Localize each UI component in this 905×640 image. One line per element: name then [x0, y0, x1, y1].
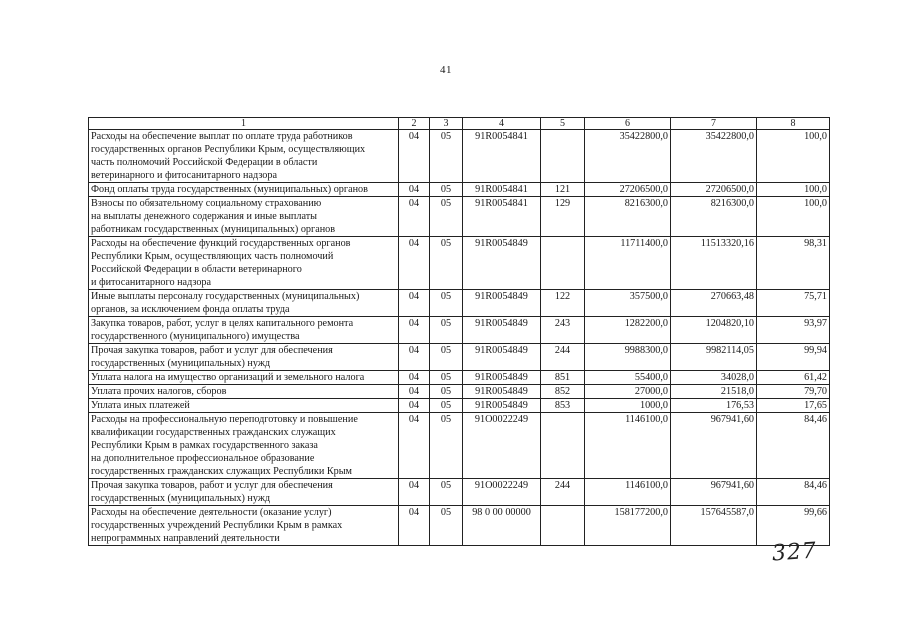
description-line: государственных (муниципальных) нужд	[91, 358, 271, 369]
execution-percent: 75,71	[757, 290, 830, 317]
subsection-code: 05	[430, 385, 463, 399]
row-description	[89, 130, 399, 183]
target-article-code: 91R0054849	[463, 399, 541, 413]
section-code: 04	[399, 317, 430, 344]
expense-type-code: 853	[541, 399, 585, 413]
table-row	[89, 317, 830, 344]
target-article-code: 91R0054849	[463, 290, 541, 317]
row-description	[89, 413, 399, 479]
execution-percent: 100,0	[757, 183, 830, 197]
table-row	[89, 237, 830, 290]
description-line: ветеринарного и фитосанитарного надзора	[91, 170, 278, 181]
description-line: работникам государственных (муниципальных) органов	[91, 224, 336, 235]
description-line: Прочая закупка товаров, работ и услуг для обеспечения	[91, 345, 333, 356]
executed-amount: 8216300,0	[671, 197, 757, 237]
section-code: 04	[399, 506, 430, 546]
row-description	[89, 237, 399, 290]
row-description	[89, 479, 399, 506]
column-header-4: 4	[463, 118, 541, 130]
executed-amount: 27206500,0	[671, 183, 757, 197]
expense-type-code: 129	[541, 197, 585, 237]
subsection-code: 05	[430, 130, 463, 183]
expense-type-code	[541, 506, 585, 546]
row-description	[89, 344, 399, 371]
description-line: государственных (муниципальных) нужд	[91, 493, 271, 504]
description-line: государственных учреждений Республики Крым в рамках	[91, 520, 343, 531]
page-number: 41	[440, 64, 452, 76]
planned-amount: 1146100,0	[585, 479, 671, 506]
subsection-code: 05	[430, 237, 463, 290]
expense-type-code: 243	[541, 317, 585, 344]
description-line: Расходы на обеспечение функций государственных органов	[91, 238, 351, 249]
execution-percent: 84,46	[757, 479, 830, 506]
executed-amount: 21518,0	[671, 385, 757, 399]
execution-percent: 100,0	[757, 197, 830, 237]
executed-amount: 270663,48	[671, 290, 757, 317]
table-row	[89, 197, 830, 237]
table-row	[89, 385, 830, 399]
expense-type-code	[541, 413, 585, 479]
description-line: квалификации государственных гражданских служащих	[91, 427, 336, 438]
subsection-code: 05	[430, 371, 463, 385]
description-line: Расходы на обеспечение выплат по оплате труда работников	[91, 131, 353, 142]
section-code: 04	[399, 385, 430, 399]
section-code: 04	[399, 237, 430, 290]
planned-amount: 27000,0	[585, 385, 671, 399]
description-line: Взносы по обязательному социальному страхованию	[91, 198, 322, 209]
header-row	[89, 118, 830, 130]
description-line: органов, за исключением фонда оплаты труда	[91, 304, 290, 315]
subsection-code: 05	[430, 413, 463, 479]
target-article-code: 91О0022249	[463, 413, 541, 479]
table-row	[89, 290, 830, 317]
execution-percent: 61,42	[757, 371, 830, 385]
description-line: Уплата иных платежей	[91, 400, 190, 411]
executed-amount: 176,53	[671, 399, 757, 413]
section-code: 04	[399, 399, 430, 413]
row-description	[89, 506, 399, 546]
description-line: Закупка товаров, работ, услуг в целях капитального ремонта	[91, 318, 354, 329]
planned-amount: 357500,0	[585, 290, 671, 317]
table-row	[89, 371, 830, 385]
subsection-code: 05	[430, 479, 463, 506]
execution-percent: 99,66	[757, 506, 830, 546]
planned-amount: 55400,0	[585, 371, 671, 385]
planned-amount: 9988300,0	[585, 344, 671, 371]
execution-percent: 17,65	[757, 399, 830, 413]
table-row	[89, 183, 830, 197]
executed-amount: 34028,0	[671, 371, 757, 385]
planned-amount: 35422800,0	[585, 130, 671, 183]
execution-percent: 79,70	[757, 385, 830, 399]
expense-type-code	[541, 237, 585, 290]
planned-amount: 1282200,0	[585, 317, 671, 344]
expense-type-code	[541, 130, 585, 183]
table-body	[89, 130, 830, 546]
subsection-code: 05	[430, 344, 463, 371]
planned-amount: 1000,0	[585, 399, 671, 413]
executed-amount: 35422800,0	[671, 130, 757, 183]
table-row	[89, 479, 830, 506]
table-row	[89, 399, 830, 413]
executed-amount: 1204820,10	[671, 317, 757, 344]
section-code: 04	[399, 371, 430, 385]
executed-amount: 967941,60	[671, 413, 757, 479]
column-header-1: 1	[89, 118, 399, 130]
row-description	[89, 399, 399, 413]
target-article-code: 91R0054849	[463, 237, 541, 290]
subsection-code: 05	[430, 506, 463, 546]
target-article-code: 91R0054849	[463, 344, 541, 371]
row-description	[89, 385, 399, 399]
section-code: 04	[399, 479, 430, 506]
planned-amount: 1146100,0	[585, 413, 671, 479]
table-row	[89, 130, 830, 183]
row-description	[89, 371, 399, 385]
expense-type-code: 121	[541, 183, 585, 197]
target-article-code: 91R0054841	[463, 183, 541, 197]
target-article-code: 91R0054841	[463, 197, 541, 237]
target-article-code: 91R0054849	[463, 371, 541, 385]
section-code: 04	[399, 183, 430, 197]
target-article-code: 91R0054841	[463, 130, 541, 183]
expense-type-code: 244	[541, 479, 585, 506]
subsection-code: 05	[430, 317, 463, 344]
execution-percent: 84,46	[757, 413, 830, 479]
description-line: Республики Крым в рамках государственного заказа	[91, 440, 318, 451]
description-line: Расходы на обеспечение деятельности (оказание услуг)	[91, 507, 332, 518]
description-line: непрограммных направлений деятельности	[91, 533, 280, 544]
description-line: Республики Крым, осуществляющих часть полномочий	[91, 251, 334, 262]
target-article-code: 91О0022249	[463, 479, 541, 506]
subsection-code: 05	[430, 399, 463, 413]
execution-percent: 98,31	[757, 237, 830, 290]
subsection-code: 05	[430, 183, 463, 197]
description-line: государственных органов Республики Крым, осуществляющих	[91, 144, 366, 155]
row-description	[89, 317, 399, 344]
column-header-7: 7	[671, 118, 757, 130]
column-header-6: 6	[585, 118, 671, 130]
description-line: Российской Федерации в области ветеринарного	[91, 264, 302, 275]
column-header-3: 3	[430, 118, 463, 130]
description-line: Расходы на профессиональную переподготовку и повышение	[91, 414, 358, 425]
description-line: часть полномочий Российской Федерации в области	[91, 157, 318, 168]
row-description	[89, 197, 399, 237]
execution-percent: 100,0	[757, 130, 830, 183]
execution-percent: 93,97	[757, 317, 830, 344]
subsection-code: 05	[430, 197, 463, 237]
table-row	[89, 413, 830, 479]
column-header-5: 5	[541, 118, 585, 130]
table-row	[89, 506, 830, 546]
table-row	[89, 344, 830, 371]
budget-table	[88, 117, 830, 546]
executed-amount: 9982114,05	[671, 344, 757, 371]
row-description	[89, 183, 399, 197]
description-line: государственного (муниципального) имущества	[91, 331, 300, 342]
description-line: Фонд оплаты труда государственных (муниципальных) органов	[91, 184, 368, 195]
target-article-code: 91R0054849	[463, 385, 541, 399]
column-header-8: 8	[757, 118, 830, 130]
handwritten-page-mark: 327	[771, 538, 818, 567]
column-header-2: 2	[399, 118, 430, 130]
description-line: Иные выплаты персоналу государственных (муниципальных)	[91, 291, 360, 302]
subsection-code: 05	[430, 290, 463, 317]
section-code: 04	[399, 290, 430, 317]
section-code: 04	[399, 413, 430, 479]
expense-type-code: 244	[541, 344, 585, 371]
target-article-code: 98 0 00 00000	[463, 506, 541, 546]
expense-type-code: 122	[541, 290, 585, 317]
executed-amount: 967941,60	[671, 479, 757, 506]
row-description	[89, 290, 399, 317]
executed-amount: 157645587,0	[671, 506, 757, 546]
executed-amount: 11513320,16	[671, 237, 757, 290]
description-line: на выплаты денежного содержания и иные выплаты	[91, 211, 318, 222]
expense-type-code: 851	[541, 371, 585, 385]
target-article-code: 91R0054849	[463, 317, 541, 344]
description-line: государственных гражданских служащих Республики Крым	[91, 466, 352, 477]
description-line: и фитосанитарного надзора	[91, 277, 212, 288]
description-line: Прочая закупка товаров, работ и услуг для обеспечения	[91, 480, 333, 491]
planned-amount: 11711400,0	[585, 237, 671, 290]
section-code: 04	[399, 344, 430, 371]
expense-type-code: 852	[541, 385, 585, 399]
section-code: 04	[399, 197, 430, 237]
execution-percent: 99,94	[757, 344, 830, 371]
description-line: на дополнительное профессиональное образование	[91, 453, 315, 464]
planned-amount: 27206500,0	[585, 183, 671, 197]
description-line: Уплата прочих налогов, сборов	[91, 386, 227, 397]
planned-amount: 8216300,0	[585, 197, 671, 237]
section-code: 04	[399, 130, 430, 183]
planned-amount: 158177200,0	[585, 506, 671, 546]
description-line: Уплата налога на имущество организаций и земельного налога	[91, 372, 365, 383]
